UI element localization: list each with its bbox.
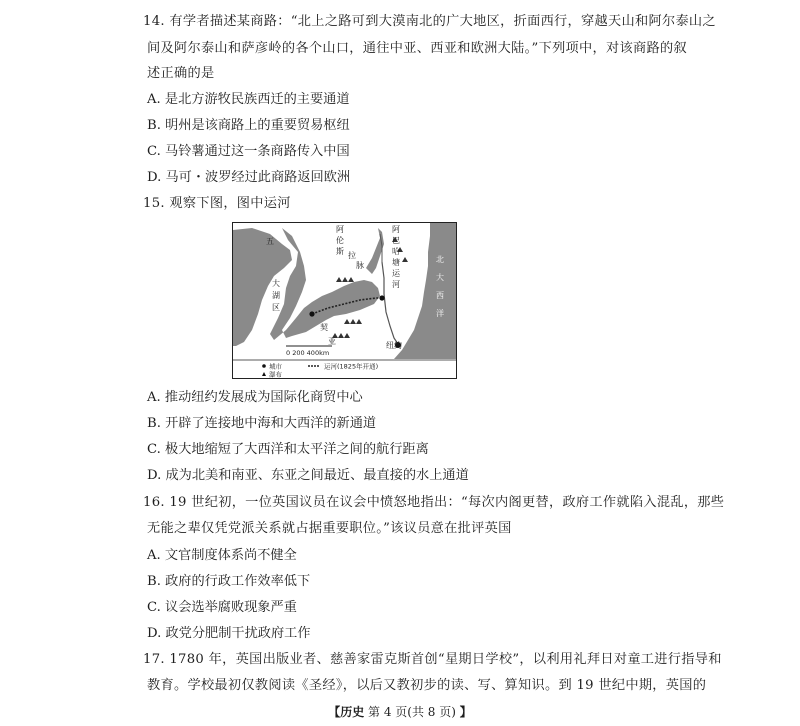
q14-stem-line-1: 14. 有学者描述某商路：“北上之路可到大漠南北的广大地区，折面西行，穿越天山和阿尔泰山之	[143, 14, 716, 29]
label-yun: 运	[392, 269, 400, 278]
label-qi: 契	[320, 323, 328, 332]
label-qu: 区	[272, 303, 280, 312]
label-da2: 大	[436, 273, 444, 282]
q16-option-b: B. 政府的行政工作效率低下	[147, 574, 311, 589]
label-si: 斯	[336, 247, 344, 256]
city-buffalo	[309, 311, 314, 316]
q14-option-c: C. 马铃薯通过这一条商路传入中国	[147, 144, 350, 159]
q14-stem-line-3: 述正确的是	[147, 66, 215, 81]
footer-page: 第 4 页(共 8 页)	[368, 705, 456, 719]
q16-stem-line-1: 16. 19 世纪初，一位英国议员在议会中愤怒地指出：“每次内阁更替，政府工作就陷入混乱，那些	[143, 495, 725, 510]
q16-option-d: D. 政党分肥制干扰政府工作	[147, 626, 311, 641]
legend-fall-label: 瀑布	[269, 370, 282, 379]
q14-option-d: D. 马可・波罗经过此商路返回欧洲	[147, 170, 351, 185]
q15-option-d: D. 成为北美和南亚、东亚之间最近、最直接的水上通道	[147, 468, 469, 483]
q16-stem-line-2: 无能之辈仅凭党派关系就占据重要职位。”该议员意在批评英国	[147, 521, 512, 536]
label-lun: 伦	[336, 236, 344, 245]
q15-option-a: A. 推动纽约发展成为国际化商贸中心	[147, 390, 363, 405]
label-da: 大	[272, 279, 280, 288]
label-la: 拉	[348, 251, 356, 260]
label-ba: 巴	[392, 236, 400, 245]
q14-option-a: A. 是北方游牧民族西迁的主要通道	[147, 92, 350, 107]
label-ha: 哈	[392, 247, 400, 256]
city-albany	[379, 295, 384, 300]
legend-city-icon	[262, 364, 266, 368]
q14-stem-line-2: 间及阿尔泰山和萨彦岭的各个山口，通往中亚、西亚和欧洲大陆。”下列项中，对该商路的叙	[147, 41, 687, 56]
label-bei: 北	[436, 255, 444, 264]
q17-stem-line-2: 教育。学校最初仅教阅读《圣经》，以后又教初步的读、写、算知识。到 19 世纪中期，英国的	[147, 678, 707, 693]
label-wu: 五	[266, 237, 274, 246]
scale-label: 0 200 400km	[286, 349, 330, 357]
label-xi: 西	[436, 291, 444, 300]
label-ya: 亚	[328, 337, 336, 346]
footer-subject: 【历史	[328, 705, 365, 719]
page-footer	[0, 703, 800, 720]
erie-canal-map	[232, 222, 457, 379]
label-he: 河	[392, 280, 400, 289]
legend-city-label: 城市	[269, 362, 282, 371]
q16-option-c: C. 议会选举腐败现象严重	[147, 600, 297, 615]
label-yang: 洋	[436, 309, 444, 318]
label-a2: 阿	[392, 225, 400, 234]
q15-stem: 15. 观察下图，图中运河	[143, 196, 291, 211]
q16-option-a: A. 文官制度体系尚不健全	[147, 548, 297, 563]
q15-option-b: B. 开辟了连接地中海和大西洋的新通道	[147, 416, 377, 431]
label-tang: 塘	[392, 258, 400, 267]
legend-canal-label: 运河(1825年开通)	[324, 362, 379, 371]
q14-option-b: B. 明州是该商路上的重要贸易枢纽	[147, 118, 350, 133]
label-hu: 湖	[272, 291, 280, 300]
label-zhi: 脉	[356, 261, 364, 270]
label-niuyue: 纽约	[386, 341, 402, 350]
q15-option-c: C. 极大地缩短了大西洋和太平洋之间的航行距离	[147, 442, 429, 457]
q17-stem-line-1: 17. 1780 年，英国出版业者、慈善家雷克斯首创“星期日学校”，以利用礼拜日对童工进行指导和	[143, 652, 722, 667]
label-a1: 阿	[336, 225, 344, 234]
footer-bracket: 】	[459, 705, 472, 719]
